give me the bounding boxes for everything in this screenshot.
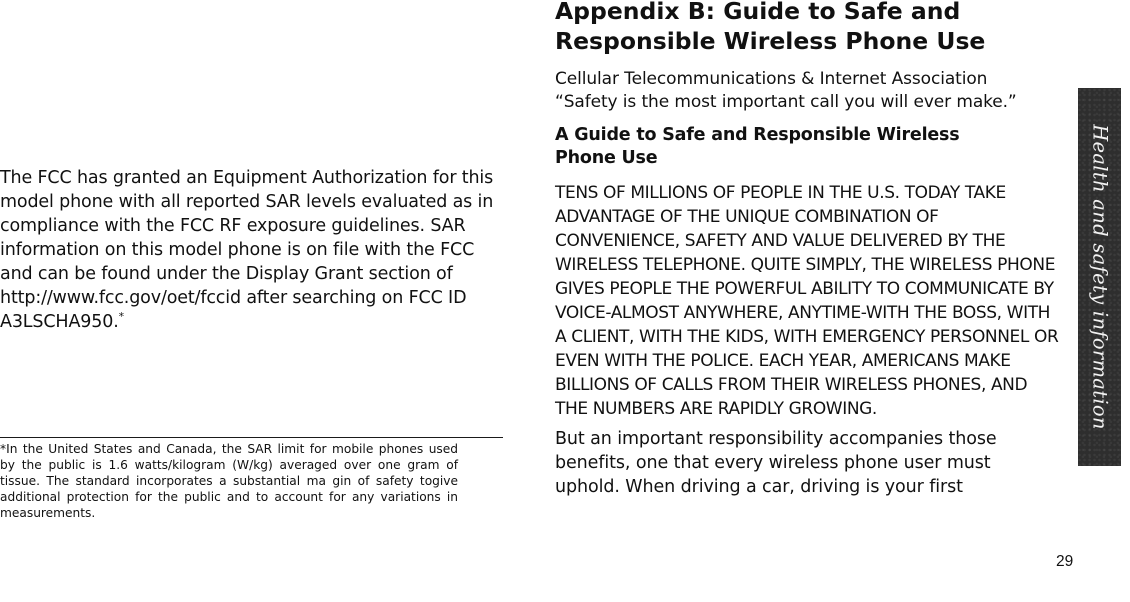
association-block — [555, 68, 1065, 114]
appendix-title: Appendix B: Guide to Safe and Responsible Wireless Phone Use — [555, 0, 986, 55]
association-name: Cellular Telecommunications & Internet Association — [555, 69, 988, 89]
left-column — [0, 166, 505, 334]
uppercase-paragraph: TENS OF MILLIONS OF PEOPLE IN THE U.S. TODAY TAKE ADVANTAGE OF THE UNIQUE COMBINATION OF CONVENIENCE, SAFETY AND VALUE DELIVERED BY THE WIRELESS TELEPHONE. QUITE SIMPLY, THE WIRELESS PHONE GIVES PEOPLE THE POWERFUL ABILITY TO COMMUNICATE BY VOICE-ALMOST ANYWHERE, ANYTIME-WITH THE BOSS, WITH A CLIENT, WITH THE KIDS, WITH EMERGENCY PERSONNEL OR EVEN WITH THE POLICE. EACH YEAR, AMERICANS MAKE BILLIONS OF CALLS FROM THEIR WIRELESS PHONES, AND THE NUMBERS ARE RAPIDLY GROWING. — [555, 183, 1059, 419]
footnote-divider — [0, 437, 503, 438]
fcc-authorization-paragraph — [0, 166, 505, 334]
section-heading: A Guide to Safe and Responsible Wireless Phone Use — [555, 125, 960, 168]
chapter-side-tab — [1078, 88, 1121, 466]
responsibility-paragraph: But an important responsibility accompanies those benefits, one that every wireless phone user must uphold. When driving a car, driving is your first — [555, 429, 997, 497]
sar-footnote: *In the United States and Canada, the SAR limit for mobile phones used by the public is 1.6 watts/kilogram (W/kg) averaged over one gram of tissue. The standard incorporates a substantial ma gin of safety togive additional protection for the public and to account for any variations in measurements. — [0, 442, 458, 520]
fcc-paragraph-text: The FCC has granted an Equipment Authorization for this model phone with all reported SAR levels evaluated as in compliance with the FCC RF exposure guidelines. SAR information on this model phone is on file with the FCC and can be found under the Display Grant section of http://www.fcc.gov/oet/fccid after searching on FCC ID A3LSCHA950. — [0, 168, 494, 332]
safety-quote: “Safety is the most important call you will ever make.” — [555, 92, 1017, 112]
side-tab-label: Health and safety information — [1088, 124, 1111, 430]
page-number: 29 — [1056, 553, 1074, 570]
footnote-marker: * — [118, 310, 124, 324]
right-column — [555, 0, 1065, 499]
